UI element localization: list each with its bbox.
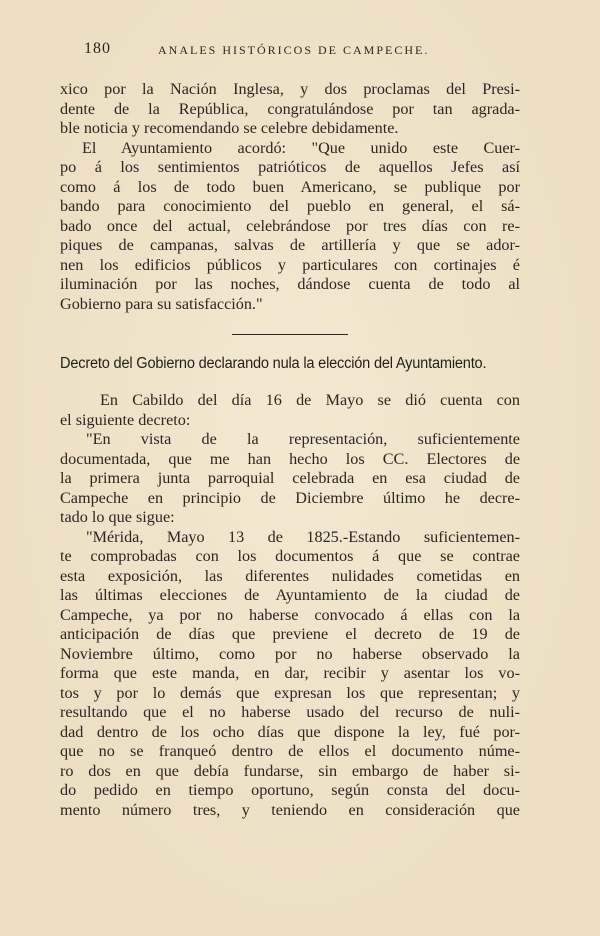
section-heading: Decreto del Gobierno declarando nula la elección del Ayuntamiento. (60, 355, 487, 372)
paragraph-block-decree (60, 391, 520, 820)
paragraph-block-top (60, 80, 520, 314)
text-line: nen los edificios públicos y particulares con cortinajes é (60, 255, 520, 274)
text-line: anticipación de días que previene el decreto de 19 de (60, 625, 520, 643)
text-line: tado lo que sigue: (60, 508, 175, 526)
text-line: las últimas elecciones de Ayuntamiento de la ciudad de (60, 586, 520, 604)
text-line: te comprobadas con los documentos á que se contrae (60, 547, 520, 565)
text-line: mento número tres, y teniendo en consideración que (60, 800, 520, 819)
text-line: Campeche, ya por no haberse convocado á ellas con la (60, 605, 520, 624)
text-line: po á los sentimientos patrióticos de aquellos Jefes así (60, 158, 520, 176)
text-line: tos y por lo demás que expresan los que representan; y (60, 683, 520, 702)
text-line: bando para conocimiento del pueblo en general, el sá- (60, 197, 520, 215)
text-line: ro dos en que debía fundarse, sin embargo de haber si- (60, 761, 520, 780)
text-line: iluminación por las noches, dándose cuenta de todo al (60, 275, 520, 293)
page-header (84, 40, 524, 62)
text-line: En Cabildo del día 16 de Mayo se dió cuenta con (100, 391, 520, 409)
text-line: Noviembre último, como por no haberse observado la (60, 644, 520, 663)
text-line: piques de campanas, salvas de artillería y que se ador- (60, 236, 520, 254)
text-line: Gobierno para su satisfacción." (60, 294, 263, 313)
text-line: dad dentro de los ocho días que dispone la ley, fué por- (60, 722, 520, 741)
running-title: ANALES HISTÓRICOS DE CAMPECHE. (158, 43, 430, 57)
text-line: xico por la Nación Inglesa, y dos proclamas del Presi- (60, 80, 520, 98)
text-line: "Mérida, Mayo 13 de 1825.-Estando suficientemen- (86, 527, 520, 546)
page-number: 180 (84, 40, 111, 57)
text-line: la primera junta parroquial celebrada en esa ciudad de (60, 469, 520, 487)
text-line: "En vista de la representación, suficientemente (86, 430, 520, 448)
text-line: como á los de todo buen Americano, se publique por (60, 177, 520, 196)
text-line: que no se franqueó dentro de ellos el documento núme- (60, 742, 520, 760)
text-line: forma que este manda, en dar, recibir y asentar los vo- (60, 664, 520, 682)
text-line: esta exposición, las diferentes nulidades cometidas en (60, 566, 520, 585)
text-line: El Ayuntamiento acordó: "Que unido este Cuer- (82, 138, 520, 157)
text-line: dente de la República, congratulándose por tan agrada- (60, 99, 520, 118)
text-line: documentada, que me han hecho los CC. Electores de (60, 449, 520, 468)
text-line: el siguiente decreto: (60, 410, 191, 429)
text-line: Campeche en principio de Diciembre último he decre- (60, 488, 520, 507)
text-line: bado once del actual, celebrándose por tres días con re- (60, 216, 520, 235)
text-line: do pedido en tiempo oportuno, según consta del docu- (60, 781, 520, 799)
text-line: resultando que el no haberse usado del recurso de nuli- (60, 703, 520, 721)
text-line: ble noticia y recomendando se celebre debidamente. (60, 119, 399, 137)
section-divider (232, 334, 348, 335)
